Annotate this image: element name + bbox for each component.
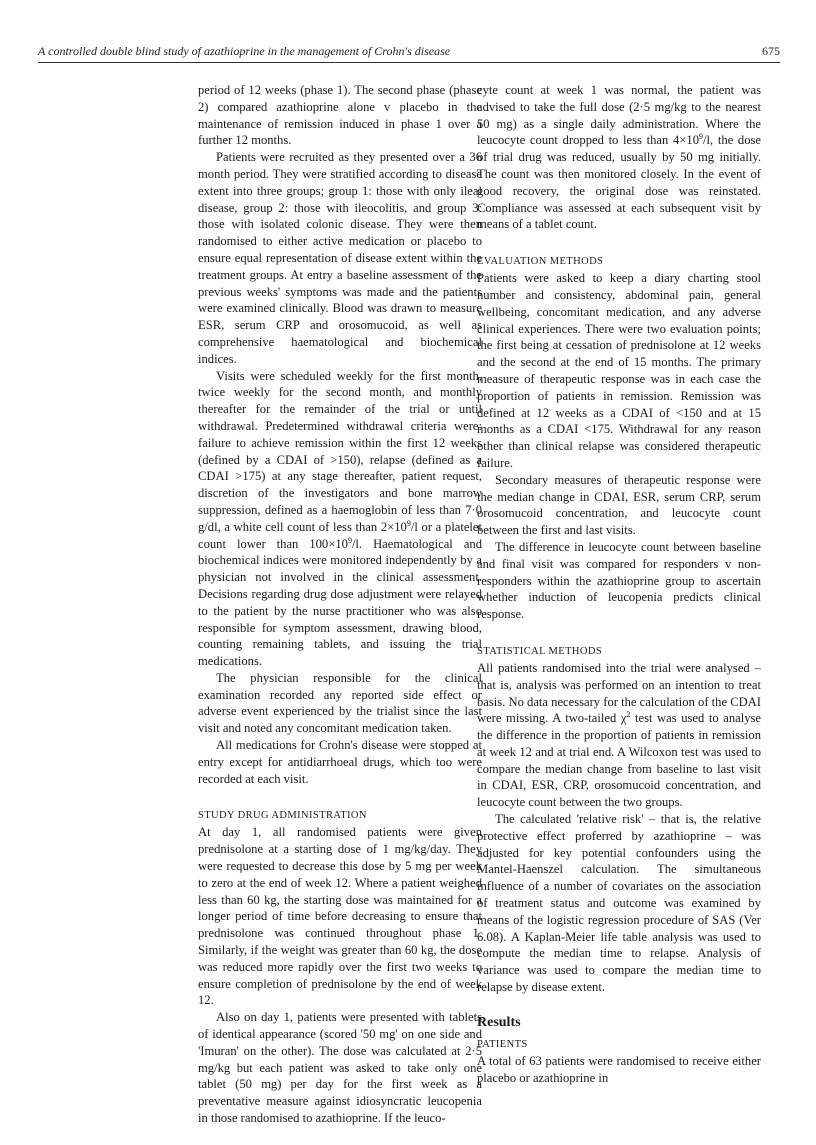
paragraph: At day 1, all randomised patients were given prednisolone at a starting dose of 1 mg/kg/day. They were requested to decrease this dose by 5 mg per week to zero at the end of week 12. Where a patient weighed less than 60 kg, the starting dose was maintained for a longer period of time before decreasing to ensure that prednisolone was continued throughout phase 1. Similarly, if the weight was greater than 60 kg, the dose was reduced more rapidly over the first two weeks to ensure completion of prednisolone by the end of week 12.: [198, 825, 482, 1008]
text-run: /l or a platelet count lower than 100×10: [198, 519, 482, 551]
section-heading-results: Results: [477, 1014, 521, 1030]
paragraph: The calculated 'relative risk' – that is, the relative protective effect proferred by azathioprine – was adjusted for key potential confounders using the Mantel-Haenszel calculation. The simultaneous influence of a number of covariates on the association of treatment status and outcome was examined by means of the logistic regression procedure of SAS (Ver 6.08). A Kaplan-Meier life table analysis was used to compute the median time to relapse. Analysis of variance was used to compare the median time to relapse by disease extent.: [477, 812, 761, 995]
superscript: 2: [626, 710, 631, 720]
section-heading-statistical: STATISTICAL METHODS: [477, 645, 603, 657]
text-run: /l. Haematological and biochemical indices were monitored independently by a physician not involved in the clinical assessment. Decisions regarding drug dose adjustment were relayed to the patient by the nurse practitioner who was also responsible for symptom assessment, drawing blood, counting remaining tablets, and issuing the trial medications.: [198, 536, 482, 669]
section-heading-study-drug: STUDY DRUG ADMINISTRATION: [198, 810, 367, 822]
text-run: /l, the dose of trial drug was reduced, usually by 50 mg initially. The count was then monitored closely. In the event of good recovery, the original dose was reinstated. Compliance was assessed at each subsequent visit by means of a tablet count.: [477, 133, 761, 232]
left-column: [198, 82, 482, 1127]
paragraph: Also on day 1, patients were presented with tablets of identical appearance (scored '50 mg' on one side and 'Imuran' on the other). The dose was calculated at 2·5 mg/kg but each patient was asked to take only one tablet (50 mg) per day for the first week as a preventative measure against idiosyncratic leucopenia in those randomised to azathioprine. If the leuco-: [198, 1010, 482, 1126]
page-number: 675: [762, 44, 780, 58]
paragraph: [198, 368, 482, 670]
text-run: cyte count at week 1 was normal, the patient was advised to take the full dose (2·5 mg/kg to the nearest 50 mg) as a single daily administration. Where the leucocyte count dropped to less than 4×10: [477, 83, 761, 148]
paragraph: [477, 82, 761, 233]
paragraph: period of 12 weeks (phase 1). The second phase (phase 2) compared azathioprine alone v placebo in the maintenance of remission induced in phase 1 over a further 12 months.: [198, 83, 482, 148]
paragraph: Patients were asked to keep a diary charting stool number and consistency, abdominal pain, general wellbeing, concomitant medication, and any adverse clinical experiences. There were two evaluation points; the first being at cessation of prednisolone at 12 weeks and the second at the end of 15 months. The primary measure of therapeutic response was in each case the proportion of patients in remission. Remission was defined at 12 weeks as a CDAI of <150 and at 15 months as a CDAI <175. Withdrawal for any reason other than clinical relapse was considered therapeutic failure.: [477, 271, 761, 470]
superscript: 9: [699, 132, 703, 142]
superscript: 9: [406, 518, 411, 528]
header-rule: [38, 62, 780, 63]
text-run: All patients randomised into the trial were analysed – that is, analysis was performed on an intention to treat basis. No data necessary for the calculation of the CDAI were missing. A two-tailed χ: [477, 660, 761, 726]
text-run: test was used to analyse the difference in the proportion of patients in remission at week 12 and at trial end. A Wilcoxon test was used to compare the median change from baseline to last visit in CDAI, ESR, CRP, orosomucoid concentration, and leucocyte count between the two groups.: [477, 711, 761, 810]
paragraph: [477, 660, 761, 811]
text-run: Visits were scheduled weekly for the first month, twice weekly for the second month, and monthly thereafter for the remainder of the trial or until withdrawal. Predetermined withdrawal criteria were: failure to achieve remission within the first 12 weeks (defined by a CDAI of >150), relapse (defined as a CDAI >175) at any stage thereafter, patient request, discretion of the investigators and bone marrow suppression, defined as a haemoglobin of less than 7·0 g/dl, a white cell count of less than 2×10: [198, 368, 482, 534]
paragraph: Secondary measures of therapeutic response were the median change in CDAI, ESR, serum CRP, serum orosomucoid concentration, and leucocyte count between the first and last visits.: [477, 472, 761, 538]
paragraph: A total of 63 patients were randomised to receive either placebo or azathioprine in: [477, 1053, 761, 1085]
section-heading-patients: PATIENTS: [477, 1038, 528, 1050]
superscript: 9: [347, 535, 352, 545]
section-heading-evaluation: EVALUATION METHODS: [477, 256, 604, 268]
running-header-title: A controlled double blind study of azathioprine in the management of Crohn's disease: [38, 44, 451, 58]
paragraph: The difference in leucocyte count between baseline and final visit was compared for responders v non-responders within the azathioprine group to ascertain whether induction of leucopenia predicts clinical response.: [477, 539, 761, 622]
right-column: [477, 82, 761, 1086]
paragraph: All medications for Crohn's disease were stopped at entry except for antidiarrhoeal drugs, which too were recorded at each visit.: [198, 738, 482, 786]
paragraph: Patients were recruited as they presented over a 36 month period. They were stratified according to disease extent into three groups; group 1: those with only ileal disease, group 2: those with ileocolitis, and group 3: those with isolated colonic disease. They were then randomised to either active medication or placebo to ensure equal representation of disease extent within the treatment groups. At entry a baseline assessment of the previous weeks' symptoms was made and the patients were examined clinically. Blood was drawn to measure ESR, serum CRP and orosomucoid, as well as comprehensive haematological and biochemical indices.: [198, 150, 482, 366]
paragraph: The physician responsible for the clinical examination recorded any reported side effect or adverse event experienced by the trialist since the last visit and noted any concomitant medication taken.: [198, 670, 482, 736]
